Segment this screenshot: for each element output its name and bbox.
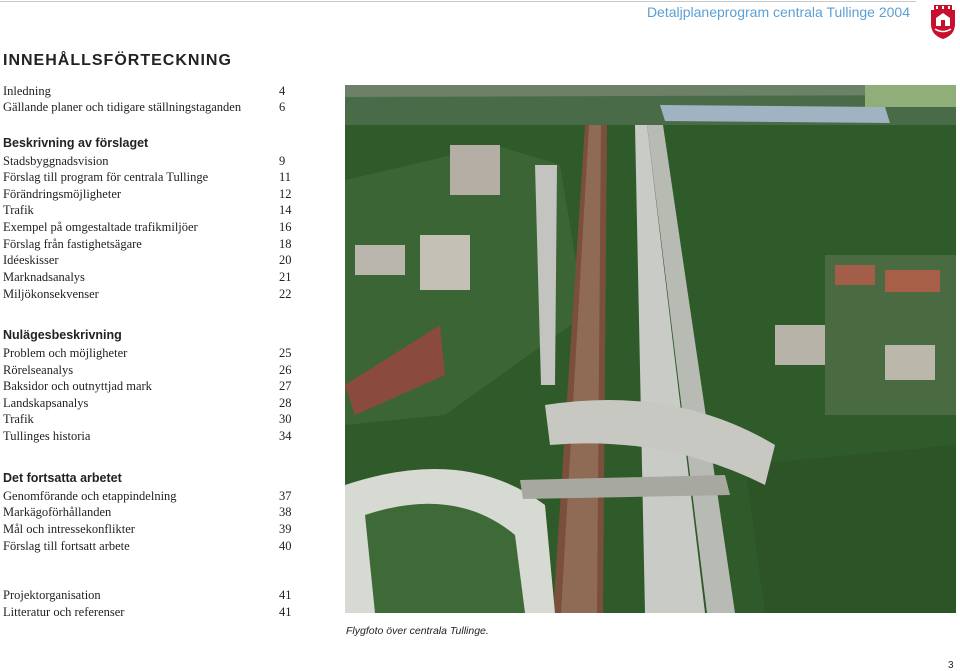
toc-entry[interactable] (3, 99, 298, 115)
toc-entry[interactable] (3, 83, 298, 99)
toc-entry-title: Förändringsmöjligheter (3, 187, 122, 201)
toc-entry[interactable] (3, 219, 298, 235)
toc-entry[interactable] (3, 202, 298, 218)
toc-entry-page: 18 (279, 237, 292, 251)
toc-entry[interactable] (3, 428, 298, 444)
toc-entry-title: Miljökonsekvenser (3, 287, 99, 301)
toc-entry[interactable] (3, 504, 298, 520)
toc-entry-title: Markägoförhållanden (3, 505, 112, 519)
toc-entry[interactable] (3, 604, 298, 620)
toc-entry-page: 37 (279, 489, 292, 503)
toc-entry-page: 41 (279, 588, 292, 602)
toc-entry[interactable] (3, 378, 298, 394)
toc-entry-title: Mål och intressekonflikter (3, 522, 135, 536)
section-heading: Nulägesbeskrivning (3, 328, 122, 342)
toc-entry-title: Rörelseanalys (3, 363, 74, 377)
toc-entry-page: 38 (279, 505, 292, 519)
toc-entry-page: 4 (279, 84, 286, 98)
toc-entry-page: 14 (279, 203, 292, 217)
toc-entry-title: Trafik (3, 203, 34, 217)
toc-entry-page: 20 (279, 253, 292, 267)
toc-entry-title: Baksidor och outnyttjad mark (3, 379, 152, 393)
toc-entry-page: 39 (279, 522, 292, 536)
toc-entry[interactable] (3, 395, 298, 411)
toc-entry-page: 16 (279, 220, 292, 234)
toc-entry-title: Tullinges historia (3, 429, 91, 443)
toc-entry-title: Förslag från fastighetsägare (3, 237, 142, 251)
photo-caption: Flygfoto över centrala Tullinge. (346, 625, 489, 637)
toc-entry-page: 6 (279, 100, 286, 114)
toc-entry-page: 9 (279, 154, 286, 168)
toc-entry[interactable] (3, 411, 298, 427)
toc-entry[interactable] (3, 169, 298, 185)
toc-entry-title: Stadsbyggnadsvision (3, 154, 109, 168)
toc-entry-page: 26 (279, 363, 292, 377)
section-heading: Beskrivning av förslaget (3, 136, 149, 150)
toc-entry-title: Marknadsanalys (3, 270, 85, 284)
toc-entry-title: Inledning (3, 84, 51, 98)
municipality-crest-icon (930, 4, 956, 40)
toc-entry-title: Idéeskisser (3, 253, 59, 267)
toc-entry[interactable] (3, 236, 298, 252)
toc-entry[interactable] (3, 345, 298, 361)
toc-entry[interactable] (3, 153, 298, 169)
toc-entry[interactable] (3, 286, 298, 302)
toc-entry-page: 34 (279, 429, 292, 443)
toc-entry-title: Landskapsanalys (3, 396, 89, 410)
toc-entry[interactable] (3, 269, 298, 285)
toc-entry-page: 25 (279, 346, 292, 360)
page-number: 3 (948, 660, 954, 671)
toc-entry-page: 28 (279, 396, 292, 410)
toc-entry[interactable] (3, 252, 298, 268)
toc-entry-page: 22 (279, 287, 292, 301)
toc-entry-page: 40 (279, 539, 292, 553)
toc-entry[interactable] (3, 186, 298, 202)
toc-entry[interactable] (3, 587, 298, 603)
toc-entry-page: 41 (279, 605, 292, 619)
toc-entry[interactable] (3, 538, 298, 554)
toc-entry-title: Problem och möjligheter (3, 346, 128, 360)
toc-entry-page: 12 (279, 187, 292, 201)
toc-entry-title: Förslag till program för centrala Tullinge (3, 170, 209, 184)
document-title: Detaljplaneprogram centrala Tullinge 2004 (646, 4, 910, 20)
toc-entry-page: 11 (279, 170, 292, 184)
toc-entry-title: Projektorganisation (3, 588, 101, 602)
toc-entry-title: Gällande planer och tidigare ställningstaganden (3, 100, 242, 114)
toc-entry-title: Trafik (3, 412, 34, 426)
header-rule (0, 1, 916, 2)
toc-entry-page: 27 (279, 379, 292, 393)
toc-title: INNEHÅLLSFÖRTECKNING (3, 52, 232, 69)
toc-entry-title: Genomförande och etappindelning (3, 489, 177, 503)
aerial-photo (345, 85, 956, 613)
section-heading: Det fortsatta arbetet (3, 471, 122, 485)
toc-entry[interactable] (3, 488, 298, 504)
toc-entry-page: 30 (279, 412, 292, 426)
toc-entry[interactable] (3, 362, 298, 378)
toc-entry-title: Exempel på omgestaltade trafikmiljöer (3, 220, 198, 234)
toc-entry-title: Litteratur och referenser (3, 605, 125, 619)
toc-entry-page: 21 (279, 270, 292, 284)
toc-entry[interactable] (3, 521, 298, 537)
toc-entry-title: Förslag till fortsatt arbete (3, 539, 130, 553)
